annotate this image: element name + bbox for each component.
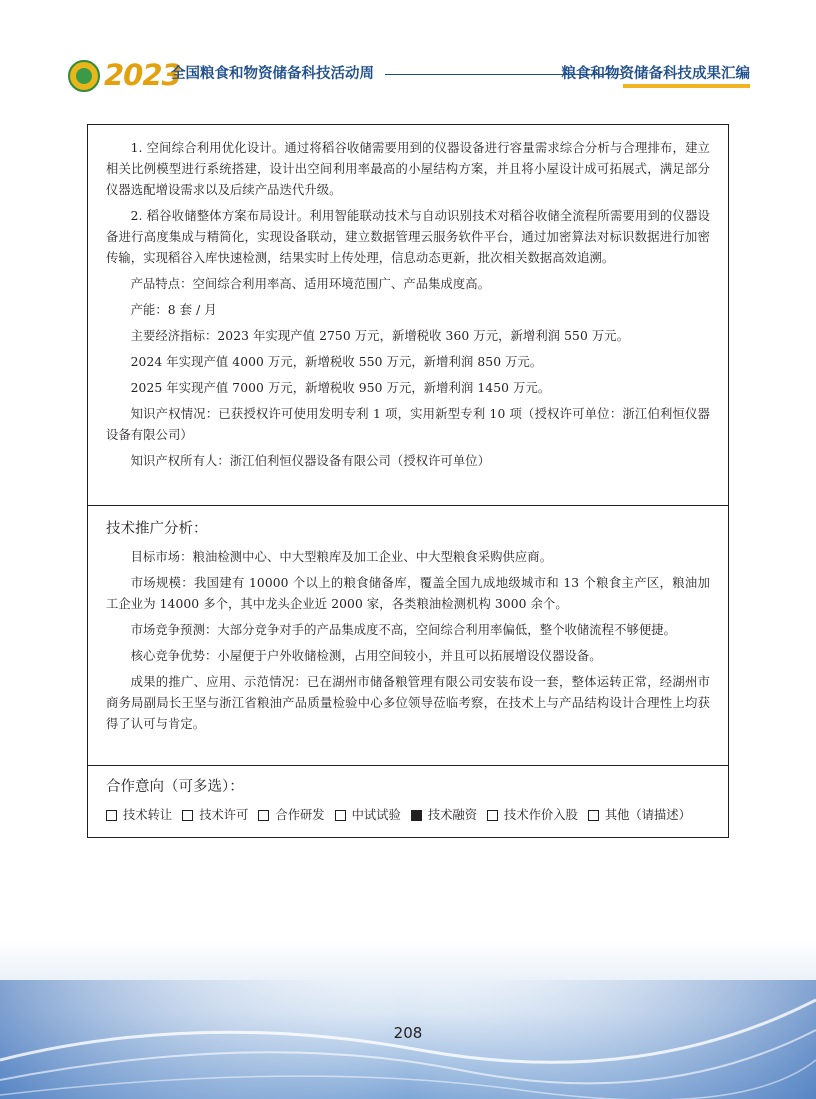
content-table bbox=[87, 124, 729, 838]
intro-paragraph: 1. 空间综合利用优化设计。通过将稻谷收储需要用到的仪器设备进行容量需求综合分析与合理排布，建立相关比例模型进行系统搭建，设计出空间利用率最高的小屋结构方案，并且将小屋设计成可拓展式，满足部分仪器选配增设需求以及后续产品迭代升级。 bbox=[106, 141, 710, 197]
footer-wave-decoration bbox=[0, 940, 816, 1099]
header-title: 全国粮食和物资储备科技活动周 bbox=[171, 66, 374, 82]
header-year: 2023 bbox=[104, 58, 181, 92]
option-tech-equity[interactable]: 技术作价入股 bbox=[487, 805, 578, 825]
promotion-status: 成果的推广、应用、示范情况：已在湖州市储备粮管理有限公司安装布设一套，整体运转正常，经湖州市商务局副局长王坚与浙江省粮油产品质量检验中心多位领导莅临考察，在技术上与产品结构设计合理性上均获得了认可与肯定。 bbox=[106, 675, 710, 731]
promotion-heading: 技术推广分析： bbox=[106, 521, 208, 537]
capacity: 产能：8 套 / 月 bbox=[130, 303, 217, 317]
cooperation-heading: 合作意向（可多选）： bbox=[106, 779, 244, 795]
option-tech-license[interactable]: 技术许可 bbox=[182, 805, 248, 825]
competition-forecast: 市场竞争预测：大部分竞争对手的产品集成度不高，空间综合利用率偏低，整个收储流程不够便捷。 bbox=[130, 623, 677, 637]
economic-2025: 2025 年实现产值 7000 万元，新增税收 950 万元，新增利润 1450 万元。 bbox=[130, 381, 551, 395]
checkbox-icon[interactable] bbox=[335, 810, 346, 821]
checkbox-icon[interactable] bbox=[487, 810, 498, 821]
intro-paragraph: 2. 稻谷收储整体方案布局设计。利用智能联动技术与自动识别技术对稻谷收储全流程所需要用到的仪器设备进行高度集成与精简化，实现设备联动，建立数据管理云服务软件平台，通过加密算法对标识数据进行加密传输，实现稻谷入库快速检测，结果实时上传处理，信息动态更新，批次相关数据高效追溯。 bbox=[106, 209, 710, 265]
option-tech-transfer[interactable]: 技术转让 bbox=[106, 805, 172, 825]
core-advantage: 核心竞争优势：小屋便于户外收储检测，占用空间较小，并且可以拓展增设仪器设备。 bbox=[130, 649, 602, 663]
checkbox-checked-icon[interactable] bbox=[411, 810, 422, 821]
cooperation-options bbox=[106, 805, 710, 825]
economic-2024: 2024 年实现产值 4000 万元，新增税收 550 万元，新增利润 850 万元。 bbox=[130, 355, 543, 369]
cooperation-section bbox=[88, 765, 728, 839]
ip-status: 知识产权情况：已获授权许可使用发明专利 1 项，实用新型专利 10 项（授权许可单位：浙江伯利恒仪器设备有限公司） bbox=[106, 407, 710, 442]
checkbox-icon[interactable] bbox=[106, 810, 117, 821]
page-number: 208 bbox=[393, 1024, 423, 1042]
economic-indicators: 主要经济指标：2023 年实现产值 2750 万元，新增税收 360 万元，新增利润 550 万元。 bbox=[130, 329, 630, 343]
product-features: 产品特点：空间综合利用率高、适用环境范围广、产品集成度高。 bbox=[130, 277, 491, 291]
page-header bbox=[68, 58, 750, 92]
header-accent-bar bbox=[623, 84, 750, 88]
promotion-section bbox=[88, 505, 728, 765]
ip-owner: 知识产权所有人：浙江伯利恒仪器设备有限公司（授权许可单位） bbox=[130, 454, 491, 468]
option-joint-rd[interactable]: 合作研发 bbox=[258, 805, 324, 825]
target-market: 目标市场：粮油检测中心、中大型粮库及加工企业、中大型粮食采购供应商。 bbox=[130, 550, 553, 564]
option-other[interactable]: 其他（请描述） bbox=[588, 805, 691, 825]
checkbox-icon[interactable] bbox=[182, 810, 193, 821]
option-pilot-test[interactable]: 中试试验 bbox=[335, 805, 401, 825]
grain-emblem-icon bbox=[68, 60, 100, 92]
option-tech-financing[interactable]: 技术融资 bbox=[411, 805, 477, 825]
intro-section bbox=[88, 125, 728, 505]
checkbox-icon[interactable] bbox=[258, 810, 269, 821]
header-right-title: 粮食和物资储备科技成果汇编 bbox=[561, 66, 750, 82]
checkbox-icon[interactable] bbox=[588, 810, 599, 821]
market-size: 市场规模：我国建有 10000 个以上的粮食储备库，覆盖全国九成地级城市和 13 个粮食主产区，粮油加工企业为 14000 多个，其中龙头企业近 2000 家，各类粮油检测机构 3000 余个。 bbox=[106, 576, 710, 611]
